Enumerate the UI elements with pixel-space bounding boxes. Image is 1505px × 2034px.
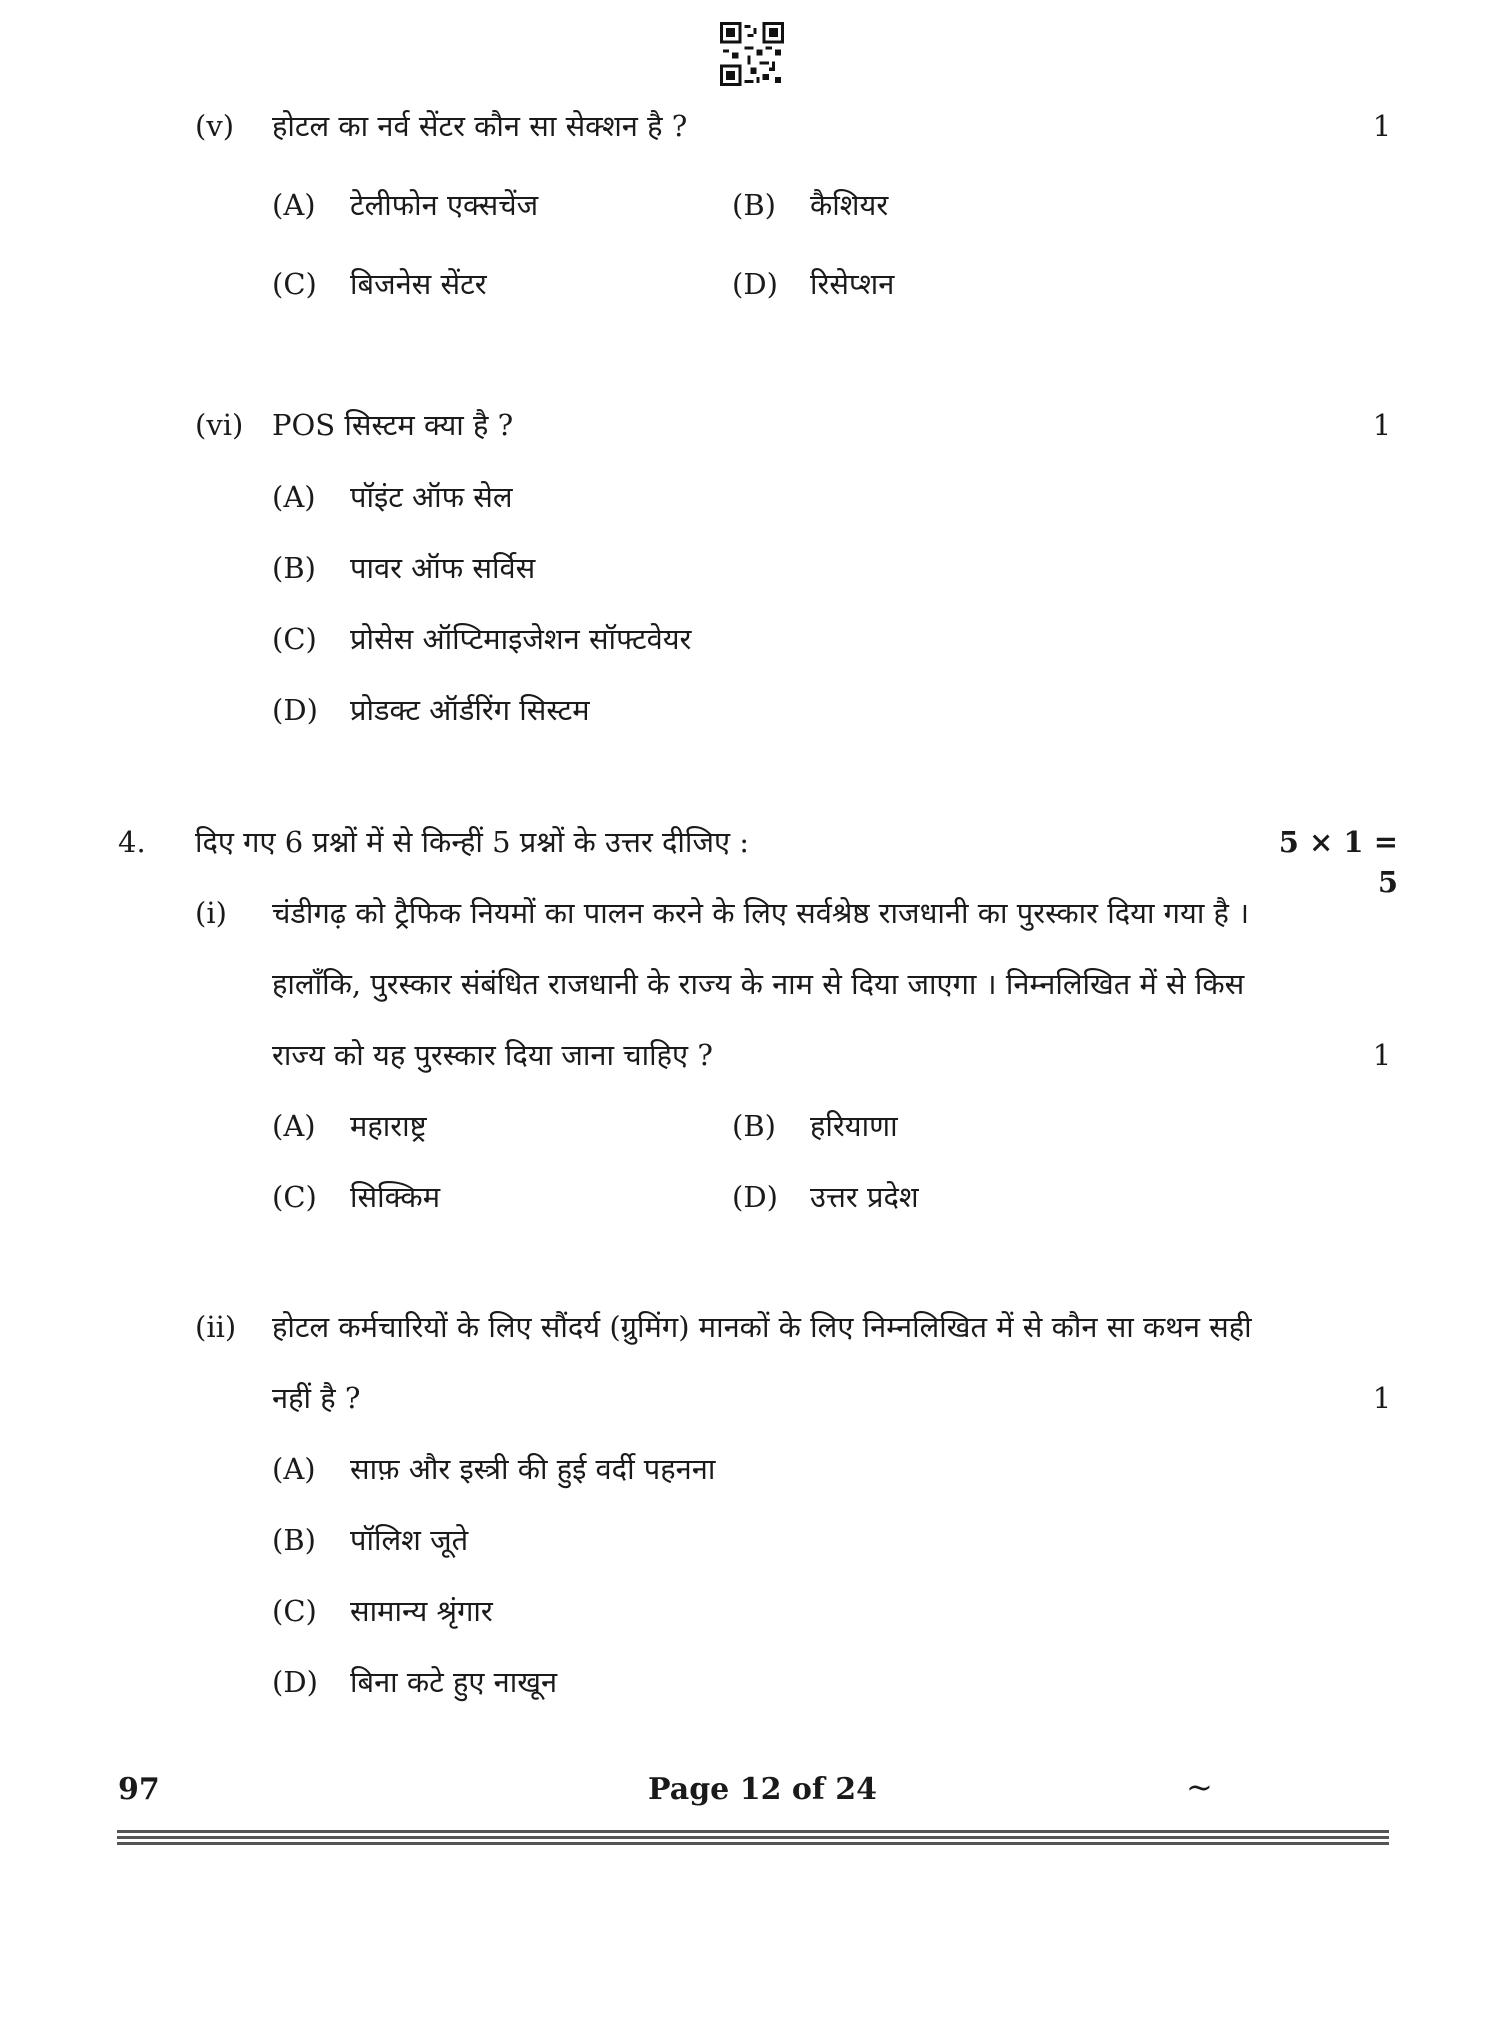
- question-text: होटल का नर्व सेंटर कौन सा सेक्शन है ?: [272, 109, 688, 143]
- option-text: सिक्किम: [350, 1180, 441, 1214]
- question-text-line: नहीं है ?: [272, 1381, 361, 1415]
- option-b: [732, 1106, 898, 1146]
- option-label: (C): [272, 267, 317, 301]
- paper-code: 97: [118, 1772, 160, 1807]
- question-number: (v): [195, 109, 235, 143]
- qr-code-icon: [720, 22, 784, 86]
- option-a: [272, 477, 513, 517]
- option-text: हरियाणा: [810, 1109, 898, 1143]
- option-label: (B): [272, 551, 316, 585]
- option-text: महाराष्ट्र: [350, 1109, 427, 1143]
- option-text: पॉइंट ऑफ सेल: [350, 480, 513, 514]
- page-number: Page 12 of 24: [648, 1772, 877, 1807]
- question-number: (vi): [195, 408, 244, 442]
- option-a: [272, 1449, 715, 1489]
- option-c: [272, 1177, 440, 1217]
- footer-mark: ~: [1186, 1768, 1213, 1806]
- question-text-line: चंडीगढ़ को ट्रैफिक नियमों का पालन करने के लिए सर्वश्रेष्ठ राजधानी का पुरस्कार दिया गया है ।: [272, 896, 1250, 930]
- option-text: पावर ऑफ सर्विस: [350, 551, 536, 585]
- option-a: [272, 1106, 427, 1146]
- option-text: प्रोडक्ट ऑर्डरिंग सिस्टम: [350, 693, 590, 727]
- option-label: (A): [272, 1109, 316, 1143]
- option-text: साफ़ और इस्त्री की हुई वर्दी पहनना: [350, 1452, 716, 1486]
- option-d: [732, 1177, 919, 1217]
- option-c: [272, 1591, 493, 1631]
- option-label: (A): [272, 480, 316, 514]
- question-instruction: दिए गए 6 प्रश्नों में से किन्हीं 5 प्रश्नों के उत्तर दीजिए :: [195, 825, 749, 859]
- footer-rule: [117, 1836, 1389, 1839]
- option-text: रिसेप्शन: [810, 267, 895, 301]
- question-marks: 1: [1372, 1038, 1392, 1072]
- section-marks: 5 × 1 = 5: [1278, 825, 1398, 899]
- question-marks: 1: [1372, 1381, 1392, 1415]
- question-marks: 1: [1372, 408, 1392, 442]
- option-text: उत्तर प्रदेश: [810, 1180, 919, 1214]
- option-label: (D): [732, 1180, 778, 1214]
- option-label: (A): [272, 188, 316, 222]
- option-b: [272, 1520, 468, 1560]
- option-text: कैशियर: [810, 188, 889, 222]
- footer-rule: [117, 1830, 1389, 1833]
- question-number: (i): [195, 896, 227, 930]
- option-label: (B): [272, 1523, 316, 1557]
- option-b: [732, 185, 888, 225]
- option-label: (A): [272, 1452, 316, 1486]
- option-text: पॉलिश जूते: [350, 1523, 469, 1557]
- option-label: (C): [272, 1594, 317, 1628]
- option-label: (B): [732, 188, 776, 222]
- option-b: [272, 548, 535, 588]
- option-label: (D): [732, 267, 778, 301]
- option-text: सामान्य श्रृंगार: [350, 1594, 493, 1628]
- option-label: (B): [732, 1109, 776, 1143]
- option-c: [272, 619, 691, 659]
- option-text: बिजनेस सेंटर: [350, 267, 487, 301]
- option-a: [272, 185, 538, 225]
- option-d: [732, 264, 894, 304]
- option-text: टेलीफोन एक्सचेंज: [350, 188, 539, 222]
- option-label: (C): [272, 1180, 317, 1214]
- option-text: प्रोसेस ऑप्टिमाइजेशन सॉफ्टवेयर: [350, 622, 692, 656]
- question-text-line: हालाँकि, पुरस्कार संबंधित राजधानी के राज्य के नाम से दिया जाएगा । निम्नलिखित में से किस: [272, 967, 1245, 1001]
- option-label: (C): [272, 622, 317, 656]
- option-label: (D): [272, 693, 318, 727]
- option-text: बिना कटे हुए नाखून: [350, 1665, 558, 1699]
- option-label: (D): [272, 1665, 318, 1699]
- footer-rule: [117, 1842, 1389, 1845]
- option-c: [272, 264, 487, 304]
- option-d: [272, 1662, 557, 1702]
- question-marks: 1: [1372, 109, 1392, 143]
- question-text-line: होटल कर्मचारियों के लिए सौंदर्य (ग्रुमिंग) मानकों के लिए निम्नलिखित में से कौन सा कथन सही: [272, 1310, 1252, 1344]
- question-number: (ii): [195, 1310, 237, 1344]
- question-text: POS सिस्टम क्या है ?: [272, 408, 514, 442]
- question-text-line: राज्य को यह पुरस्कार दिया जाना चाहिए ?: [272, 1038, 713, 1072]
- question-number: 4.: [118, 825, 146, 859]
- option-d: [272, 690, 590, 730]
